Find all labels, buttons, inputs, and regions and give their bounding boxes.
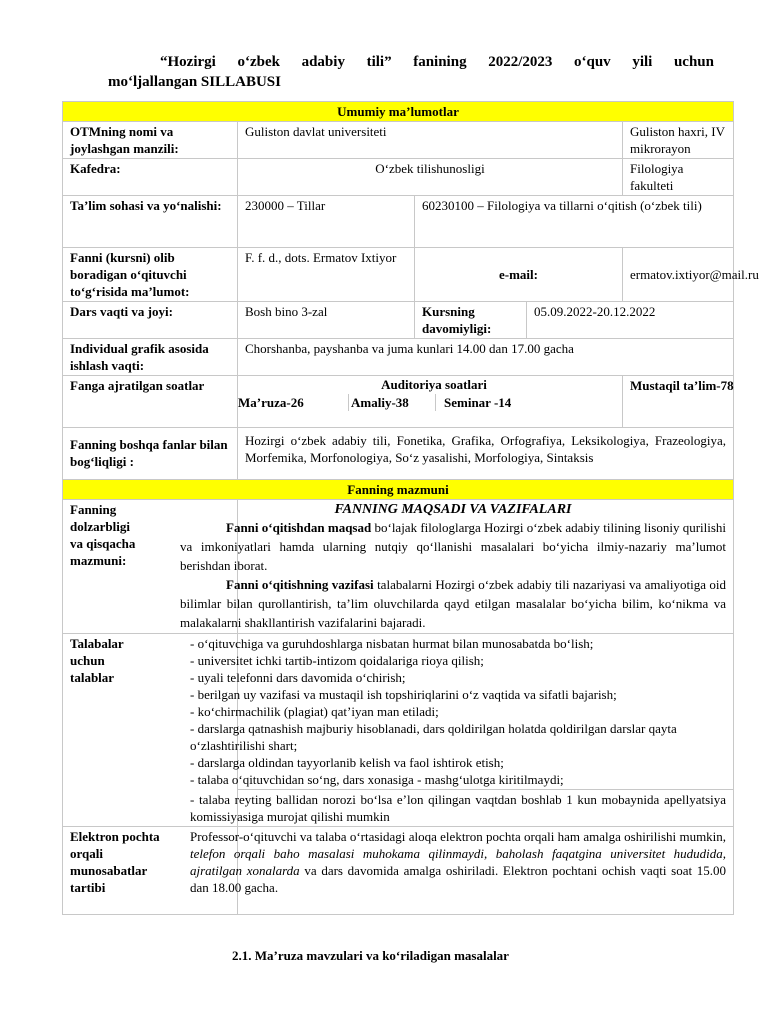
title-line-1: “Hozirgi o‘zbek adabiy tili” fanining 2022/2023 o‘quv yili uchun xyxy=(160,54,714,70)
teacher-value: F. f. d., dots. Ermatov Ixtiyor xyxy=(238,248,415,302)
requirement-item: - universitet ichki tartib-intizom qoidalariga rioya qilish; xyxy=(190,653,484,668)
requirement-item: - o‘qituvchiga va guruhdoshlarga nisbatan hurmat bilan munosabatda bo‘lish; xyxy=(190,636,594,651)
teacher-row xyxy=(63,248,734,302)
email-text-2: va dars davomida amalga oshiriladi. Elektron pochtani ochish vaqti soat 15.00 dan 18.00 gacha. xyxy=(190,863,727,895)
auditoriya-cell xyxy=(238,376,623,428)
seminar-hours: Seminar -14 xyxy=(444,395,512,410)
title-line-2: mo‘ljallangan SILLABUSI xyxy=(108,74,281,90)
requirements-extra xyxy=(190,790,734,827)
requirement-item: - berilgan uy vazifasi va mustaqil ish topshiriqlarini o‘z vaqtida va sifatli bajarish; xyxy=(190,687,617,702)
requirements-label-text: Talabalar uchun talablar xyxy=(70,636,124,685)
links-label: Fanning boshqa fanlar bilan bog‘liqligi : xyxy=(63,428,238,480)
grafik-label: Individual grafik asosida ishlash vaqti: xyxy=(63,339,238,376)
task-bold: Fanni o‘qitishning vazifasi xyxy=(226,577,374,592)
otm-name: Guliston davlat universiteti xyxy=(238,122,623,159)
document-title xyxy=(108,52,714,92)
requirement-item: - uyali telefonni dars davomida o‘chirish; xyxy=(190,670,406,685)
email-value[interactable]: ermatov.ixtiyor@mail.ru xyxy=(623,248,734,302)
email-text-1: Professor-o‘qituvchi va talaba o‘rtasidagi aloqa elektron pochta orqali ham amalga oshirilishi mumkin, xyxy=(190,829,727,844)
kurs-value: 05.09.2022-20.12.2022 xyxy=(527,302,734,339)
aim-paragraph xyxy=(180,518,726,575)
maruza-hours: Ma’ruza-26 xyxy=(238,395,304,410)
aim-bold: Fanni o‘qitishdan maqsad xyxy=(226,520,372,535)
talim-soha: 230000 – Tillar xyxy=(238,196,415,248)
content-label-text: Fanning dolzarbligi va qisqacha mazmuni: xyxy=(70,502,136,568)
content-row xyxy=(63,500,734,634)
kafedra-label: Kafedra: xyxy=(63,159,238,196)
section-heading: 2.1. Ma’ruza mavzulari va ko‘riladigan masalalar xyxy=(232,948,509,963)
kurs-label: Kursning davomiyligi: xyxy=(415,302,527,339)
hours-row xyxy=(63,376,734,428)
talim-yonalish: 60230100 – Filologiya va tillarni o‘qitish (o‘zbek tili) xyxy=(415,196,734,248)
aim-text: bo‘lajak filologlarga Hozirgi o‘zbek adabiy tilining lisoniy qurilishi va imkoniyatlari hamda ularning nutqiy qo‘llanishi masalalari bo‘yicha ilmiy-nazariy ma’lumot berishdan iborat. xyxy=(180,520,727,573)
syllabus-table xyxy=(62,101,759,915)
email-label: e-mail: xyxy=(415,248,623,302)
email-section-label-text: Elektron pochta orqali munosabatlar tartibi xyxy=(70,829,160,895)
general-header-row xyxy=(63,102,734,122)
content-body xyxy=(180,500,734,634)
requirements-list xyxy=(190,634,734,790)
content-header: Fanning mazmuni xyxy=(63,480,734,500)
faculty-name: Filologiya fakulteti xyxy=(623,159,734,196)
otm-row xyxy=(63,122,734,159)
task-text: talabalarni Hozirgi o‘zbek adabiy tili nazariyasi va amaliyotiga oid bilimlar bilan qurollantirish, ta’lim oluvchilarda qayd etilgan masalalar bo‘yicha bilim, ko‘nikma va malakalarni shakllantirish vazifalarini bajaradi. xyxy=(180,577,727,630)
kafedra-row xyxy=(63,159,734,196)
task-paragraph xyxy=(180,575,726,632)
kafedra-value: O‘zbek tilishunosligi xyxy=(238,159,623,196)
requirement-item: - talaba o‘qituvchidan so‘ng, dars xonasiga - mashg‘ulotga kiritilmaydi; xyxy=(190,772,564,787)
otm-label: OTMning nomi va joylashgan manzili: xyxy=(63,122,238,159)
talim-label: Ta’lim sohasi va yo‘nalishi: xyxy=(63,196,238,248)
grafik-value: Chorshanba, payshanba va juma kunlari 14.00 dan 17.00 gacha xyxy=(238,339,734,376)
links-value: Hozirgi o‘zbek adabiy tili, Fonetika, Grafika, Orfografiya, Leksikologiya, Frazeologiya, Morfemika, Morfonologiya, So‘z yasalishi, Morfologiya, Sintaksis xyxy=(238,428,734,480)
email-section-body xyxy=(190,827,734,915)
dars-label: Dars vaqti va joyi: xyxy=(63,302,238,339)
grafik-row xyxy=(63,339,734,376)
requirement-item: - darslarga qatnashish majburiy hisoblanadi, dars qoldirilgan holatda qoldirilgan darslar qayta o‘zlashtirilishi shart; xyxy=(190,721,677,753)
talim-row xyxy=(63,196,734,248)
email-text-italic: telefon orqali baho masalasi muhokama qilinmaydi, baholash faqatgina universitet hududida, ajratilgan xonalarda xyxy=(190,846,727,878)
auditoriya-label: Auditoriya soatlari xyxy=(381,377,487,392)
amaliy-hours: Amaliy-38 xyxy=(348,394,436,411)
email-section-row xyxy=(63,827,734,915)
dars-value: Bosh bino 3-zal xyxy=(238,302,415,339)
content-subtitle: FANNING MAQSADI VA VAZIFALARI xyxy=(334,502,572,517)
mustaqil-hours: Mustaqil ta’lim-78 xyxy=(623,376,734,428)
hours-label: Fanga ajratilgan soatlar xyxy=(63,376,238,428)
requirement-item: - ko‘chirmachilik (plagiat) qat’iyan man etiladi; xyxy=(190,704,439,719)
general-header: Umumiy ma’lumotlar xyxy=(63,102,734,122)
otm-address: Guliston haxri, IV mikrorayon xyxy=(623,122,734,159)
requirements-row xyxy=(63,634,734,790)
content-header-row xyxy=(63,480,734,500)
requirement-item: - darslarga oldindan tayyorlanib kelish va faol ishtirok etish; xyxy=(190,755,504,770)
dars-row xyxy=(63,302,734,339)
links-row xyxy=(63,428,734,480)
requirements-extra-text: - talaba reyting ballidan norozi bo‘lsa e’lon qilingan vaqtdan boshlab 1 kun mobaynida apellyatsiya komissiyasiga murojat qilishi mumkin xyxy=(190,792,727,824)
teacher-label: Fanni (kursni) olib boradigan o‘qituvchi to‘g‘risida ma’lumot: xyxy=(63,248,238,302)
